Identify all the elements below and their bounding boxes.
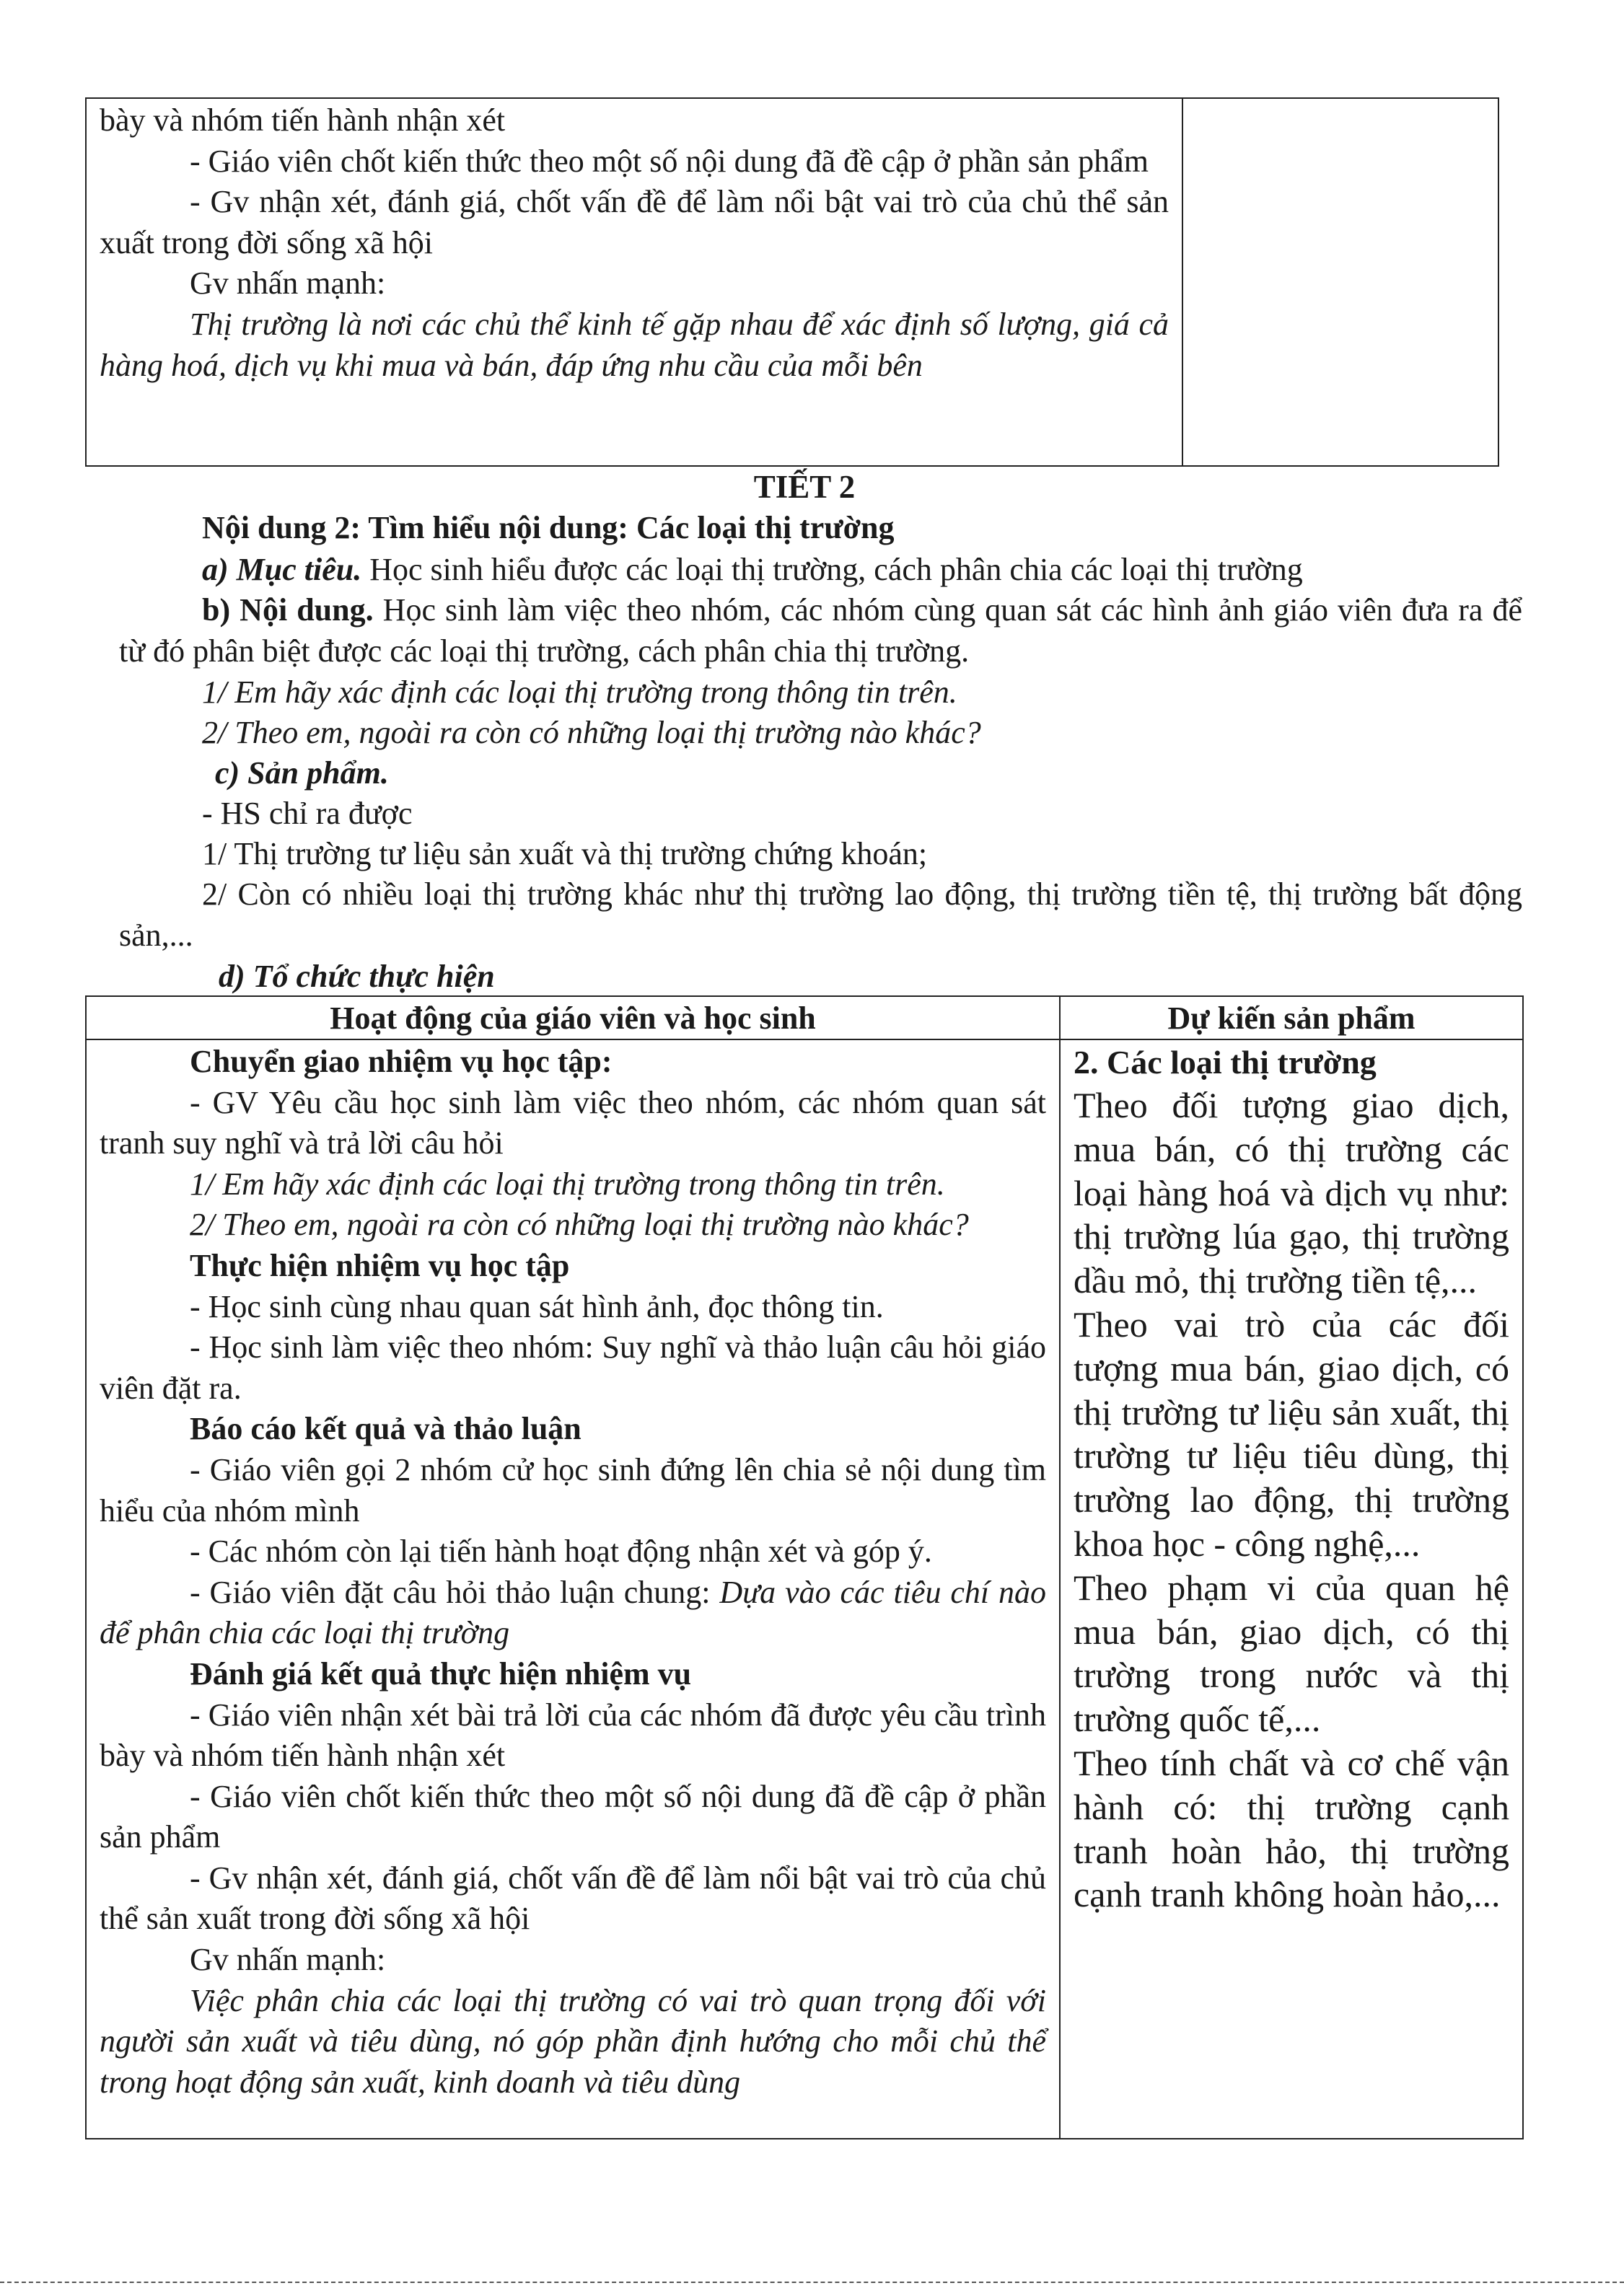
answer-2: 2/ Còn có nhiều loại thị trường khác như thị trường lao động, thị trường tiền tệ, thị trường bất động sản,... [119, 876, 1522, 953]
table1-line-1: bày và nhóm tiến hành nhận xét [100, 102, 506, 138]
activity-table-continued [85, 97, 1499, 467]
section-heading: TIẾT 2 [753, 469, 856, 505]
goal-paragraph [202, 550, 1522, 591]
discussion-question: Dựa vào các tiêu chí nào để phân chia các loại thị trường [100, 1574, 1047, 1651]
activity-line: - Giáo viên nhận xét bài trả lời của các nhóm đã được yêu cầu trình bày và nhóm tiến hành nhận xét [100, 1697, 1046, 1774]
discussion-intro: - Giáo viên đặt câu hỏi thảo luận chung: [190, 1574, 720, 1610]
page-bottom-rule [0, 2282, 1624, 2283]
activity-question-2: 2/ Theo em, ngoài ra còn có những loại thị trường nào khác? [190, 1207, 969, 1243]
product-title: 2. Các loại thị trường [1074, 1044, 1377, 1081]
content-paragraph [119, 590, 1522, 672]
header-expected-product: Dự kiến sản phẩm [1060, 996, 1523, 1039]
product-item-2: Theo vai trò của các đối tượng mua bán, giao dịch, có thị trường tư liệu sản xuất, thị trường tư liệu tiêu dùng, thị trường lao động, thị trường khoa học - công nghệ,... [1074, 1303, 1509, 1564]
table1-line-2: - Giáo viên chốt kiến thức theo một số nội dung đã đề cập ở phần sản phẩm [190, 143, 1149, 179]
activity-line: - Các nhóm còn lại tiến hành hoạt động nhận xét và góp ý. [190, 1534, 932, 1570]
product-item-4: Theo tính chất và cơ chế vận hành có: thị trường cạnh tranh hoàn hảo, thị trường cạnh tranh không hoàn hảo,... [1074, 1742, 1509, 1915]
organization-label: d) Tổ chức thực hiện [219, 959, 495, 994]
section-title: Nội dung 2: Tìm hiểu nội dung: Các loại thị trường [202, 510, 895, 545]
step-heading-evaluate: Đánh giá kết quả thực hiện nhiệm vụ [190, 1655, 692, 1692]
activities-cell [86, 1039, 1060, 2139]
expected-product-cell [1060, 1039, 1523, 2139]
product-intro: - HS chỉ ra được [202, 796, 413, 831]
question-2: 2/ Theo em, ngoài ra còn có những loại thị trường nào khác? [202, 715, 981, 750]
table1-line-4: Gv nhấn mạnh: [190, 265, 386, 302]
activity-line: - Học sinh làm việc theo nhóm: Suy nghĩ và thảo luận câu hỏi giáo viên đặt ra. [100, 1329, 1046, 1406]
header-activities: Hoạt động của giáo viên và học sinh [86, 996, 1060, 1039]
activity-emphasis-text: Việc phân chia các loại thị trường có vai trò quan trọng đối với người sản xuất và tiêu dùng, nó góp phần định hướng cho mỗi chủ thể trong hoạt động sản xuất, kinh doanh và tiêu dùng [100, 1982, 1046, 2100]
question-1: 1/ Em hãy xác định các loại thị trường trong thông tin trên. [202, 674, 957, 710]
activity-line: - Học sinh cùng nhau quan sát hình ảnh, đọc thông tin. [190, 1288, 884, 1324]
activity-table [85, 995, 1524, 2139]
step-heading-assign: Chuyển giao nhiệm vụ học tập: [190, 1044, 613, 1079]
activity-line: - Gv nhận xét, đánh giá, chốt vấn đề để làm nổi bật vai trò của chủ thể sản xuất trong đời sống xã hội [100, 1860, 1046, 1937]
activity-question-1: 1/ Em hãy xác định các loại thị trường trong thông tin trên. [190, 1166, 945, 1202]
activity-line: - Giáo viên chốt kiến thức theo một số nội dung đã đề cập ở phần sản phẩm [100, 1778, 1046, 1855]
goal-label: a) Mục tiêu. [202, 552, 362, 587]
content-label: b) Nội dung. [202, 592, 374, 628]
table1-line-5: Thị trường là nơi các chủ thể kinh tế gặp nhau để xác định số lượng, giá cả hàng hoá, dịch vụ khi mua và bán, đáp ứng nhu cầu của mỗi bên [100, 306, 1169, 383]
activity-discussion [100, 1573, 1046, 1654]
product-item-3: Theo phạm vi của quan hệ mua bán, giao dịch, có thị trường trong nước và thị trường quốc tế,... [1074, 1567, 1509, 1740]
step-heading-perform: Thực hiện nhiệm vụ học tập [190, 1247, 570, 1283]
activity-line: - GV Yêu cầu học sinh làm việc theo nhóm, các nhóm quan sát tranh suy nghĩ và trả lời câu hỏi [100, 1084, 1046, 1161]
goal-text: Học sinh hiểu được các loại thị trường, cách phân chia các loại thị trường [361, 552, 1303, 587]
activity-cell [86, 98, 1182, 466]
table1-line-3: - Gv nhận xét, đánh giá, chốt vấn đề để làm nổi bật vai trò của chủ thể sản xuất trong đời sống xã hội [100, 184, 1169, 260]
activity-line: - Giáo viên gọi 2 nhóm cử học sinh đứng lên chia sẻ nội dung tìm hiểu của nhóm mình [100, 1451, 1046, 1529]
product-label: c) Sản phẩm. [215, 755, 389, 791]
activity-emphasis-label: Gv nhấn mạnh: [190, 1942, 386, 1978]
product-item-1: Theo đối tượng giao dịch, mua bán, có thị trường các loại hàng hoá và dịch vụ như: thị trường lúa gạo, thị trường dầu mỏ, thị trường tiền tệ,... [1074, 1085, 1509, 1301]
step-heading-report: Báo cáo kết quả và thảo luận [190, 1411, 581, 1447]
product-cell-empty [1182, 98, 1498, 466]
answer-1: 1/ Thị trường tư liệu sản xuất và thị trường chứng khoán; [202, 836, 928, 871]
content-text: Học sinh làm việc theo nhóm, các nhóm cùng quan sát các hình ảnh giáo viên đưa ra để từ đó phân biệt được các loại thị trường, cách phân chia thị trường. [119, 592, 1522, 669]
